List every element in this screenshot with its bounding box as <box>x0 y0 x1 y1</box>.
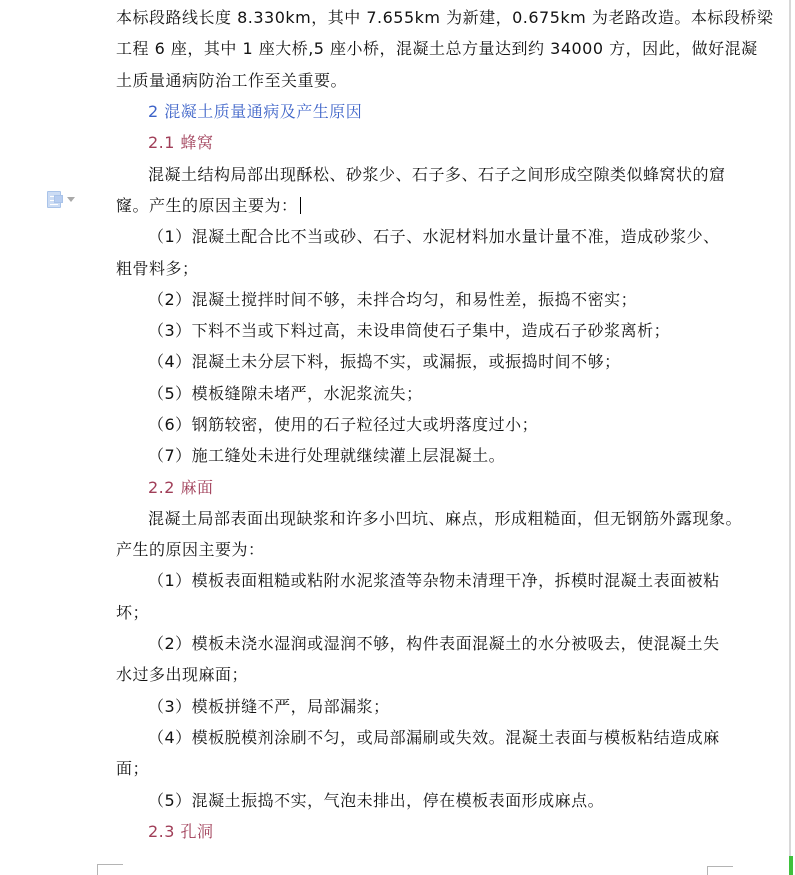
heading-line <box>116 126 716 157</box>
paste-options-button[interactable] <box>47 189 83 209</box>
heading-line <box>116 815 716 846</box>
text-line <box>116 377 716 408</box>
line-text: （3）下料不当或下料过高，未设串筒使石子集中，造成石子砂浆离析； <box>148 321 671 341</box>
line-text: 本标段路线长度 8.330km，其中 7.655km 为新建，0.675km 为老路改造。本标段桥梁 <box>116 8 774 28</box>
text-line <box>116 32 758 63</box>
text-line <box>116 533 716 564</box>
line-text: （2）混凝土搅拌时间不够，未拌合均匀，和易性差，振捣不密实； <box>148 289 638 309</box>
line-text: （1）模板表面粗糙或粘附水泥浆渣等杂物未清理干净，拆模时混凝土表面被粘 <box>148 571 720 591</box>
line-text: 混凝土局部表面出现缺浆和许多小凹坑、麻点，形成粗糙面，但无钢筋外露现象。 <box>148 508 743 528</box>
text-line <box>116 596 716 627</box>
text-line <box>116 658 716 689</box>
chevron-down-icon[interactable] <box>67 197 75 202</box>
text-line <box>116 314 716 345</box>
heading-line <box>116 470 716 501</box>
next-page-corner-mark-left <box>97 864 123 875</box>
heading-line <box>116 95 716 126</box>
text-line <box>116 627 720 658</box>
text-line <box>116 439 716 470</box>
line-text: （2）模板未浇水湿润或湿润不够，构件表面混凝土的水分被吸去，使混凝土失 <box>148 634 720 654</box>
line-text: 2 混凝土质量通病及产生原因 <box>148 102 363 122</box>
next-page-corner-mark-right <box>707 866 733 875</box>
line-text: （5）混凝土振捣不实，气泡未排出，停在模板表面形成麻点。 <box>148 790 605 810</box>
line-text: （1）混凝土配合比不当或砂、石子、水泥材料加水量计量不准，造成砂浆少、 <box>148 227 720 247</box>
text-line <box>116 345 716 376</box>
text-line <box>116 251 716 282</box>
text-line <box>116 721 720 752</box>
line-text: 窿。产生的原因主要为： <box>116 195 298 215</box>
text-line <box>116 564 720 595</box>
text-column[interactable] <box>116 1 774 846</box>
paste-options-clipboard-icon <box>47 191 61 208</box>
text-line <box>116 783 716 814</box>
line-text: （5）模板缝隙未堵严，水泥浆流失； <box>148 383 423 403</box>
line-text: 2.3 孔洞 <box>148 821 214 841</box>
line-text: （3）模板拼缝不严，局部漏浆； <box>148 696 390 716</box>
line-text: 混凝土结构局部出现酥松、砂浆少、石子多、石子之间形成空隙类似蜂窝状的窟 <box>148 164 726 184</box>
line-text: 坏； <box>116 602 150 622</box>
text-line <box>116 157 726 188</box>
line-text: 粗骨料多； <box>116 258 199 278</box>
text-line <box>116 64 716 95</box>
line-text: （4）模板脱模剂涂刷不匀，或局部漏刷或失效。混凝土表面与模板粘结造成麻 <box>148 727 720 747</box>
text-line <box>116 752 716 783</box>
text-line <box>116 690 716 721</box>
line-text: 面； <box>116 759 150 779</box>
text-line <box>116 283 716 314</box>
text-line <box>116 220 720 251</box>
text-cursor <box>300 197 302 214</box>
line-text: 水过多出现麻面； <box>116 665 249 685</box>
text-line <box>116 502 743 533</box>
text-line <box>116 408 716 439</box>
line-text: 土质量通病防治工作至关重要。 <box>116 70 348 90</box>
line-text: （6）钢筋较密，使用的石子粒径过大或坍落度过小； <box>148 415 539 434</box>
line-text: 2.2 麻面 <box>148 477 214 497</box>
line-text: 工程 6 座，其中 1 座大桥,5 座小桥，混凝土总方量达到约 34000 方，因此，做好混凝 <box>116 39 758 59</box>
green-indicator <box>789 856 793 875</box>
line-text: 2.1 蜂窝 <box>148 133 214 153</box>
text-line <box>116 189 716 220</box>
line-text: 产生的原因主要为： <box>116 540 265 560</box>
line-text: （7）施工缝处未进行处理就继续灌上层混凝土。 <box>148 446 506 466</box>
line-text: （4）混凝土未分层下料，振捣不实，或漏振，或振捣时间不够； <box>148 352 621 372</box>
page-right-edge <box>789 0 791 857</box>
text-line <box>116 1 774 32</box>
